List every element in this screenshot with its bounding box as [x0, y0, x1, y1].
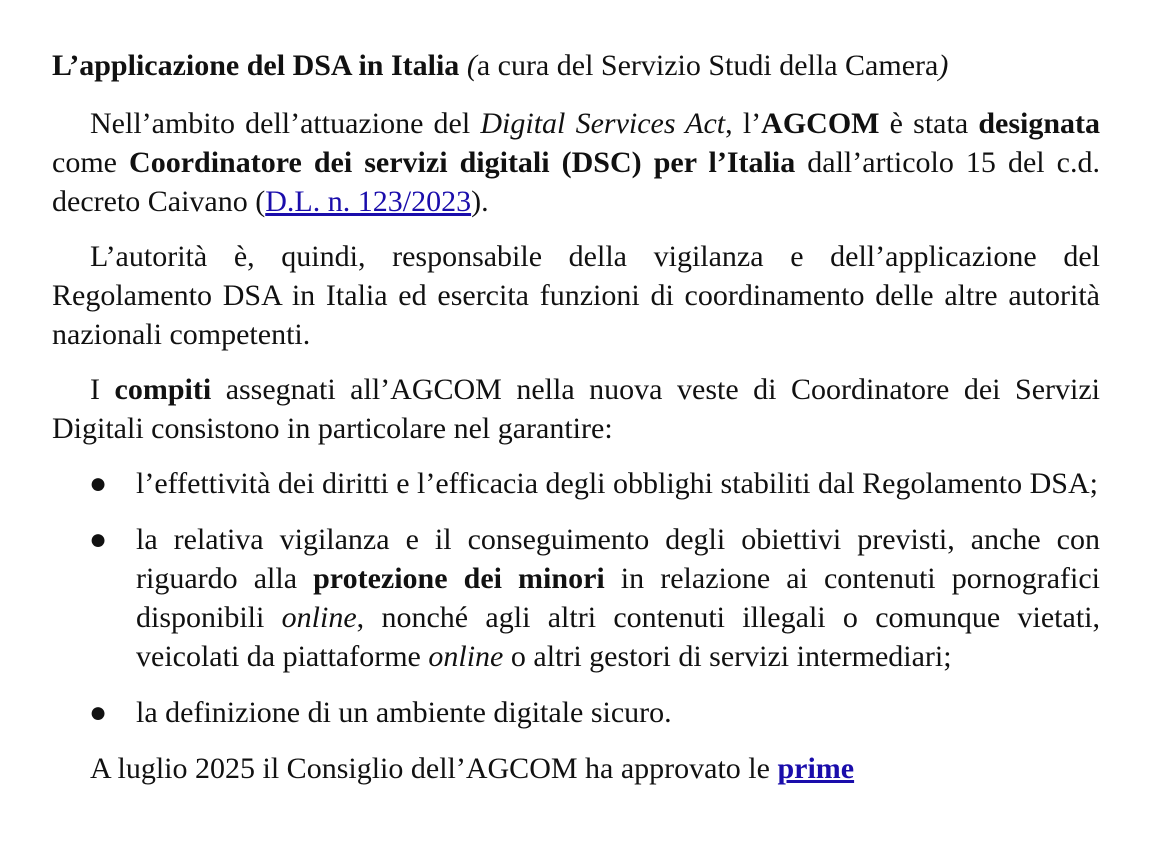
italic-term: online — [428, 640, 504, 673]
text-run: come — [52, 146, 130, 179]
section-title — [52, 46, 1100, 85]
text-run: è stata — [879, 107, 979, 140]
paragraph-designation — [52, 104, 1100, 221]
text-run: in relazione ai contenuti pornografici disponibili — [136, 562, 1100, 634]
title-note: a cura del Servizio Studi della Camera — [476, 49, 939, 82]
text-run: la definizione di un ambiente digitale sicuro. — [136, 696, 672, 729]
text-run: la relativa vigilanza e il conseguimento degli obiettivi previsti, anche con riguardo alla — [136, 523, 1100, 595]
paragraph-authority: L’autorità è, quindi, responsabile della vigilanza e dell’applicazione del Regolamento DSA in Italia ed esercita funzioni di coordinamento delle altre autorità nazionali competenti. — [52, 240, 1100, 351]
italic-term: Digital Services Act — [480, 107, 726, 140]
document-page — [52, 46, 1100, 804]
text-run: I — [90, 373, 115, 406]
title-paren-close: ) — [938, 49, 949, 82]
text-run: , nonché agli altri contenuti illegali o comunque vietati, veicolati da piattaforme — [136, 601, 1100, 673]
list-item — [52, 464, 1100, 503]
text-run: assegnati all’AGCOM nella nuova veste di Coordinatore dei Servizi Digitali consistono in particolare nel garantire: — [52, 373, 1100, 445]
bullet-icon: ● — [88, 523, 108, 556]
bold-term: AGCOM — [761, 107, 880, 140]
title-bold: L’applicazione del DSA in Italia — [52, 49, 460, 82]
text-run: o altri gestori di servizi intermediari; — [503, 640, 952, 673]
paragraph-tasks — [52, 370, 1100, 448]
bold-term: designata — [978, 107, 1100, 140]
text-run: dall’articolo 15 del c.d. decreto Caivano ( — [52, 146, 1100, 218]
list-item — [52, 520, 1100, 676]
paragraph-july-2025 — [52, 749, 1100, 788]
text-run: , l’ — [725, 107, 762, 140]
list-item — [52, 693, 1100, 732]
decree-link[interactable]: D.L. n. 123/2023 — [265, 185, 472, 218]
bold-term: protezione dei minori — [313, 562, 605, 595]
bullet-icon: ● — [88, 696, 108, 729]
bold-term: compiti — [114, 373, 212, 406]
text-run: A luglio 2025 il Consiglio dell’AGCOM ha approvato le — [90, 752, 778, 785]
bold-term: Coordinatore dei servizi digitali (DSC) per l’Italia — [129, 146, 796, 179]
title-paren-open: ( — [459, 49, 477, 82]
italic-term: online — [281, 601, 357, 634]
tasks-list — [52, 464, 1100, 732]
text-run: Nell’ambito dell’attuazione del — [90, 107, 481, 140]
bullet-icon: ● — [88, 467, 108, 500]
first-link[interactable]: prime — [777, 752, 855, 785]
text-run: l’effettività dei diritti e l’efficacia degli obblighi stabiliti dal Regolamento DSA; — [136, 467, 1098, 500]
text-run: ). — [471, 185, 489, 218]
